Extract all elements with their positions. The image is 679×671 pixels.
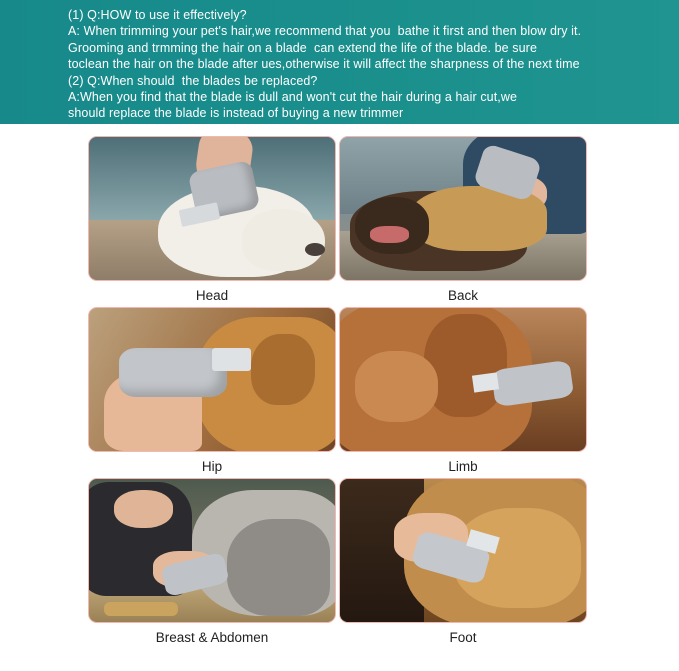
faq-line-2: A: When trimming your pet's hair,we recommend that you bathe it first and then blow dry it. xyxy=(68,24,582,39)
dog-head-trimming-illustration xyxy=(89,137,335,280)
gallery-item-limb xyxy=(339,307,587,474)
faq-line-6: A:When you find that the blade is dull and won't cut the hair during a hair cut,we xyxy=(68,90,518,105)
gallery-item-back xyxy=(339,136,587,303)
caption-hip: Hip xyxy=(201,459,223,474)
faq-line-3: Grooming and trmming the hair on a blade can extend the life of the blade. be sure xyxy=(68,40,537,55)
faq-line-7: should replace the blade is instead of buying a new trimmer xyxy=(68,106,404,121)
dog-hip-trimming-illustration xyxy=(89,308,335,451)
caption-limb: Limb xyxy=(448,459,478,474)
dog-back-trimming-illustration xyxy=(340,137,586,280)
caption-back: Back xyxy=(447,288,478,303)
photo-breast-abdomen xyxy=(88,478,336,623)
dog-foot-trimming-illustration xyxy=(340,479,586,622)
photo-limb xyxy=(339,307,587,452)
dog-limb-trimming-illustration xyxy=(340,308,586,451)
photo-head xyxy=(88,136,336,281)
caption-breast-abdomen: Breast & Abdomen xyxy=(155,630,269,645)
gallery-item-head xyxy=(88,136,336,303)
photo-foot xyxy=(339,478,587,623)
gallery-item-breast-abdomen xyxy=(88,478,336,645)
faq-line-4: toclean the hair on the blade after ues,otherwise it will affect the sharpness of the next time xyxy=(68,57,580,72)
usage-gallery xyxy=(0,124,679,671)
gallery-item-hip xyxy=(88,307,336,474)
faq-line-5: (2) Q:When should the blades be replaced? xyxy=(68,73,318,88)
caption-foot: Foot xyxy=(449,630,477,645)
caption-head: Head xyxy=(195,288,229,303)
photo-hip xyxy=(88,307,336,452)
faq-banner xyxy=(0,0,679,124)
photo-back xyxy=(339,136,587,281)
dog-breast-abdomen-trimming-illustration xyxy=(89,479,335,622)
gallery-item-foot xyxy=(339,478,587,645)
faq-line-1: (1) Q:HOW to use it effectively? xyxy=(68,8,247,22)
